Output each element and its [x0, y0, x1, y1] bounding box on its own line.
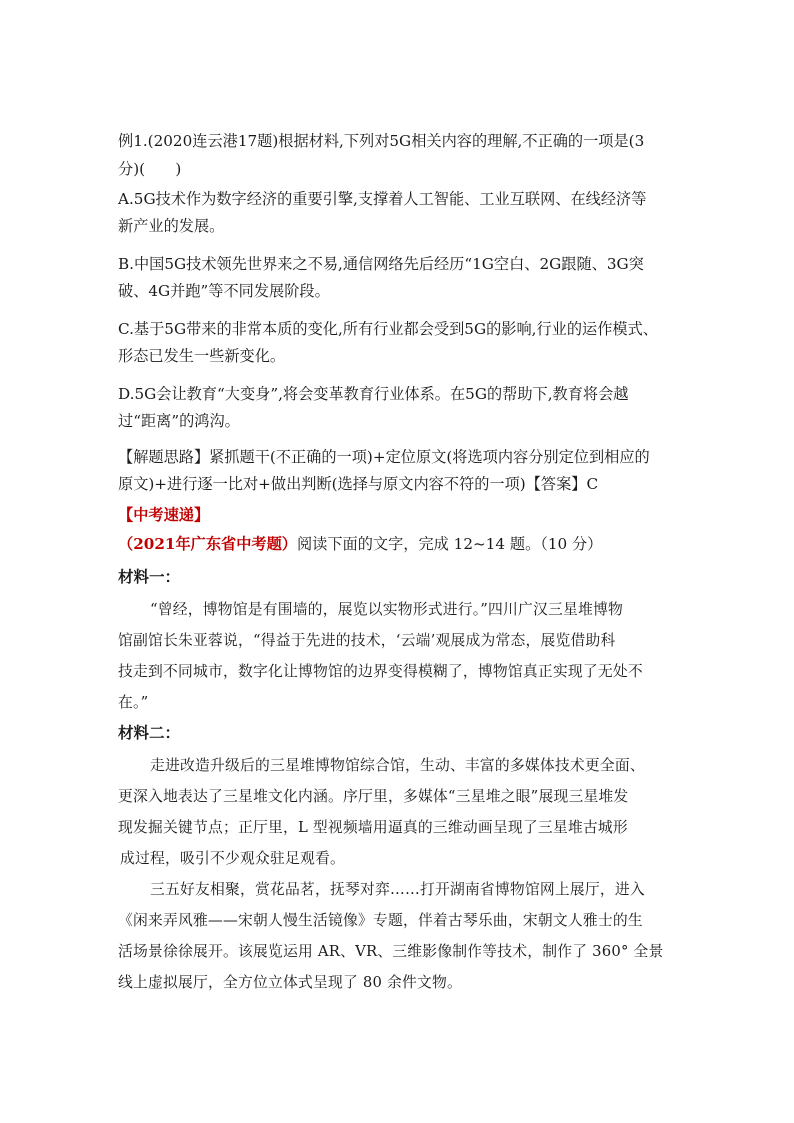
question-line-2: 分)( ) — [118, 160, 182, 178]
material-two-line-8: 线上虚拟展厅，全方位立体式呈现了 80 余件文物。 — [118, 974, 462, 991]
solution-line-2: 原文)+进行逐一比对+做出判断(选择与原文内容不符的一项)【答案】C — [118, 475, 599, 493]
material-one-line-4: 在。” — [118, 694, 149, 711]
material-one-label: 材料一： — [118, 567, 181, 586]
solution-line-1: 【解题思路】紧抓题干(不正确的一项)+定位原文(将选项内容分别定位到相应的 — [118, 448, 650, 466]
option-b-line-2: 破、4G并跑”等不同发展阶段。 — [118, 282, 330, 300]
option-a-line-1: A.5G技术作为数字经济的重要引擎,支撑着人工智能、工业互联网、在线经济等 — [118, 190, 647, 208]
material-two-line-2: 更深入地表达了三星堆文化内涵。序厅里，多媒体“三星堆之眼”展现三星堆发 — [118, 788, 629, 805]
exam-source: （2021年广东省中考题） — [118, 535, 297, 553]
material-two-label: 材料二： — [118, 723, 181, 742]
exam-instruction-row — [118, 533, 602, 555]
option-b-line-1: B.中国5G技术领先世界来之不易,通信网络先后经历“1G空白、2G跟随、3G突 — [118, 255, 644, 273]
question-line-1: 例1.(2020连云港17题)根据材料,下列对5G相关内容的理解,不正确的一项是(3 — [118, 132, 645, 150]
material-one-line-3: 技走到不同城市，数字化让博物馆的边界变得模糊了，博物馆真正实现了无处不 — [118, 663, 643, 680]
option-d-line-1: D.5G会让教育“大变身”,将会变革教育行业体系。在5G的帮助下,教育将会越 — [118, 385, 629, 403]
material-two-line-1: 走进改造升级后的三星堆博物馆综合馆，生动、丰富的多媒体技术更全面、 — [150, 757, 645, 774]
material-one-line-2: 馆副馆长朱亚蓉说，“得益于先进的技术，‘云端’观展成为常态，展览借助科 — [118, 632, 616, 649]
material-two-line-6: 《闲来弄风雅——宋朝人慢生活镜像》专题，伴着古琴乐曲，宋朝文人雅士的生 — [118, 912, 643, 929]
option-a-line-2: 新产业的发展。 — [118, 217, 225, 235]
exam-heading: 【中考速递】 — [118, 506, 210, 524]
material-two-line-4: 成过程，吸引不少观众驻足观看。 — [120, 850, 345, 867]
material-two-line-7: 活场景徐徐展开。该展览运用 AR、VR、三维影像制作等技术，制作了 360° 全景 — [118, 943, 664, 960]
exam-instruction: 阅读下面的文字，完成 12~14 题。（10 分） — [296, 535, 603, 553]
option-c-line-1: C.基于5G带来的非常本质的变化,所有行业都会受到5G的影响,行业的运作模式、 — [118, 320, 658, 338]
material-two-line-5: 三五好友相聚，赏花品茗，抚琴对弈……打开湖南省博物馆网上展厅，进入 — [150, 881, 645, 898]
material-one-line-1: “曾经，博物馆是有围墙的，展览以实物形式进行。”四川广汉三星堆博物 — [150, 601, 624, 618]
option-d-line-2: 过“距离”的鸿沟。 — [118, 412, 240, 430]
material-two-line-3: 现发掘关键节点；正厅里，L 型视频墙用逼真的三维动画呈现了三星堆古城形 — [118, 819, 628, 836]
option-c-line-2: 形态已发生一些新变化。 — [118, 347, 286, 365]
